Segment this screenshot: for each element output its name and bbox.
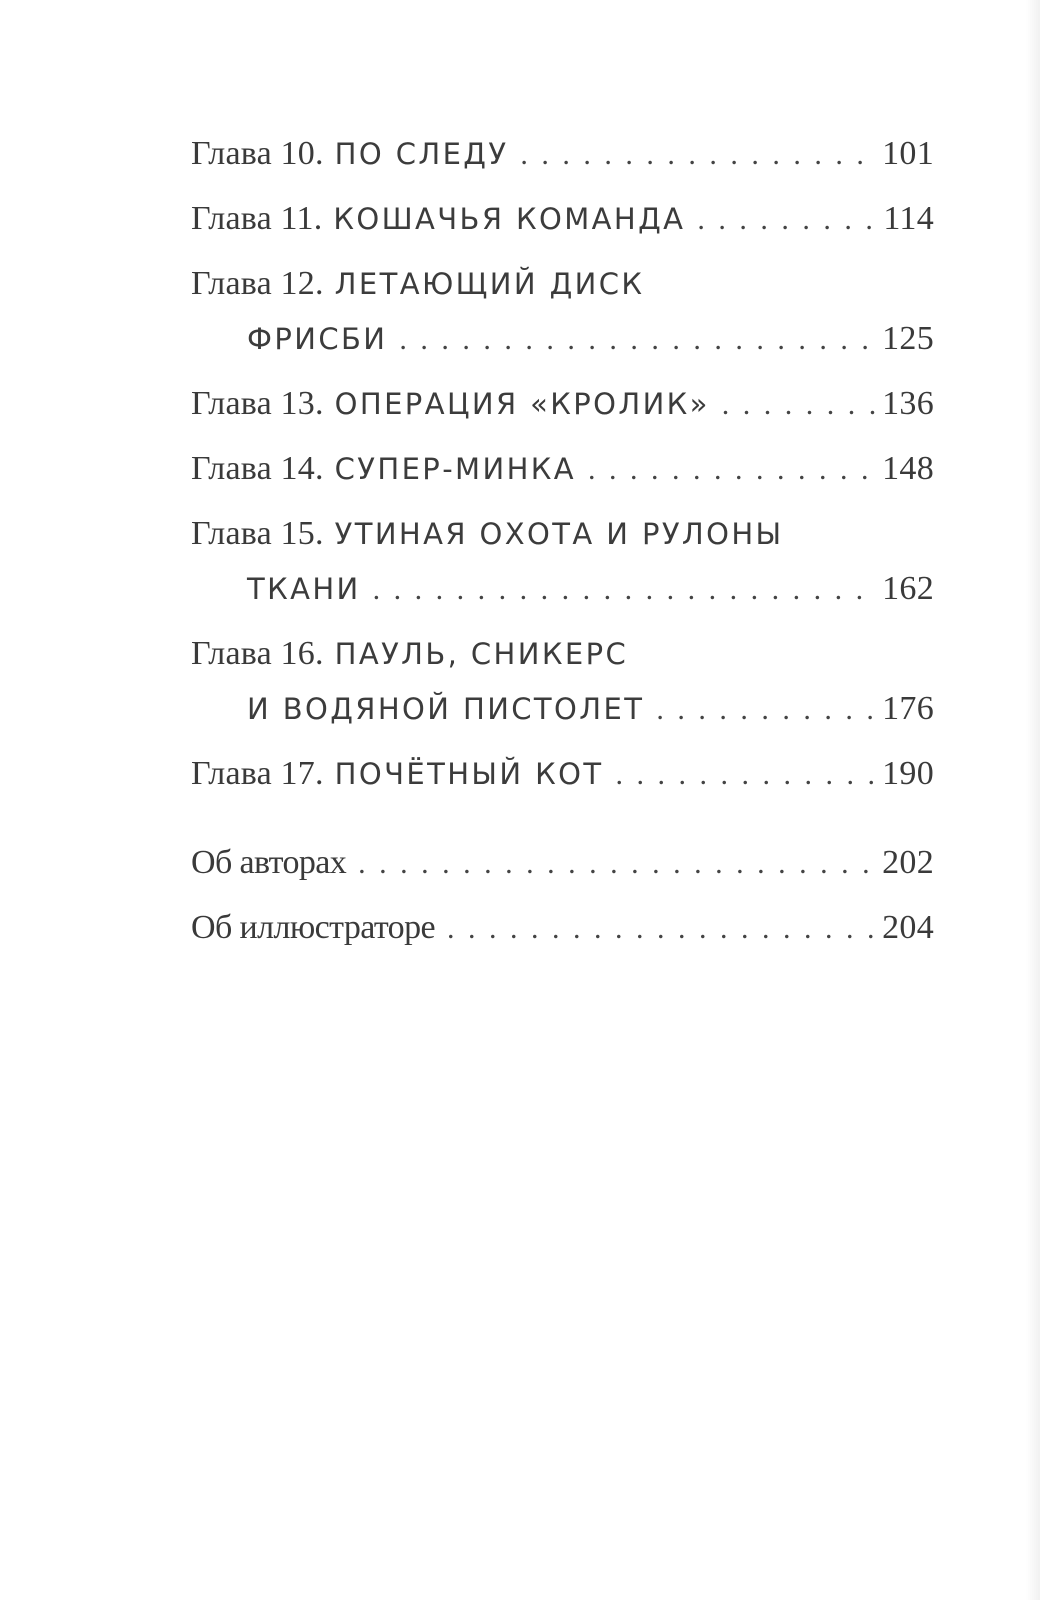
toc-entry-line bbox=[191, 506, 934, 561]
chapter-title: УТИНАЯ ОХОТА И РУЛОНЫ bbox=[334, 517, 784, 551]
toc-entry-line bbox=[191, 256, 934, 311]
section-title: Об иллюстраторе bbox=[191, 909, 435, 946]
page-number: 125 bbox=[882, 320, 934, 357]
dot-leader bbox=[588, 442, 878, 497]
page-number: 176 bbox=[882, 690, 934, 727]
chapter-number: Глава 14. bbox=[191, 450, 324, 487]
page-number: 190 bbox=[882, 755, 934, 792]
chapter-title: ПОЧЁТНЫЙ КОТ bbox=[334, 757, 604, 791]
chapter-title-continued: ФРИСБИ bbox=[247, 322, 388, 356]
chapter-number: Глава 12. bbox=[191, 265, 324, 302]
page-number: 136 bbox=[882, 385, 934, 422]
page-number: 204 bbox=[882, 909, 934, 946]
toc-entry-about-authors[interactable] bbox=[191, 835, 934, 890]
toc-entry-line bbox=[191, 626, 934, 681]
chapter-title-continued: ТКАНИ bbox=[247, 572, 361, 606]
toc-entry-line bbox=[191, 441, 934, 496]
toc-entry-continuation bbox=[191, 681, 934, 736]
dot-leader bbox=[358, 836, 878, 891]
chapter-number: Глава 10. bbox=[191, 135, 324, 172]
toc-entry-continuation bbox=[191, 561, 934, 616]
toc-entry-about-illustrator[interactable] bbox=[191, 900, 934, 955]
page-number: 148 bbox=[882, 450, 934, 487]
chapter-number: Глава 16. bbox=[191, 635, 324, 672]
toc-entry-line bbox=[191, 746, 934, 801]
chapter-title: КОШАЧЬЯ КОМАНДА bbox=[333, 202, 686, 236]
chapter-number: Глава 15. bbox=[191, 515, 324, 552]
toc-entry-line bbox=[191, 376, 934, 431]
chapter-title-continued: И ВОДЯНОЙ ПИСТОЛЕТ bbox=[247, 692, 645, 726]
toc-entry-chapter-11[interactable] bbox=[191, 191, 934, 246]
page-number: 202 bbox=[882, 844, 934, 881]
chapter-title: ПАУЛЬ, СНИКЕРС bbox=[334, 637, 629, 671]
chapter-number: Глава 17. bbox=[191, 755, 324, 792]
chapter-title: ПО СЛЕДУ bbox=[334, 137, 509, 171]
dot-leader bbox=[447, 901, 878, 956]
dot-leader bbox=[697, 192, 878, 247]
chapter-number: Глава 13. bbox=[191, 385, 324, 422]
dot-leader bbox=[615, 747, 878, 802]
toc-entry-chapter-16[interactable] bbox=[191, 626, 934, 736]
toc-entry-chapter-14[interactable] bbox=[191, 441, 934, 496]
dot-leader bbox=[656, 682, 878, 737]
section-title: Об авторах bbox=[191, 844, 347, 881]
dot-leader bbox=[399, 312, 878, 367]
chapter-title: ЛЕТАЮЩИЙ ДИСК bbox=[334, 267, 645, 301]
dot-leader bbox=[722, 377, 878, 432]
chapter-title: СУПЕР-МИНКА bbox=[334, 452, 577, 486]
toc-entry-chapter-13[interactable] bbox=[191, 376, 934, 431]
page-edge-shadow bbox=[1026, 0, 1040, 1600]
page-number: 114 bbox=[883, 200, 934, 237]
toc-entry-continuation bbox=[191, 311, 934, 366]
toc-entry-line bbox=[191, 191, 934, 246]
toc-entry-line bbox=[191, 835, 934, 890]
dot-leader bbox=[373, 562, 878, 617]
dot-leader bbox=[520, 127, 878, 182]
toc-entry-chapter-17[interactable] bbox=[191, 746, 934, 801]
page-number: 162 bbox=[882, 570, 934, 607]
toc-entry-chapter-10[interactable] bbox=[191, 126, 934, 181]
toc-entry-line bbox=[191, 126, 934, 181]
page-number: 101 bbox=[882, 135, 934, 172]
table-of-contents bbox=[191, 126, 934, 955]
chapter-number: Глава 11. bbox=[191, 200, 323, 237]
toc-entry-line bbox=[191, 900, 934, 955]
toc-entry-chapter-12[interactable] bbox=[191, 256, 934, 366]
toc-entry-chapter-15[interactable] bbox=[191, 506, 934, 616]
chapter-title: ОПЕРАЦИЯ «КРОЛИК» bbox=[334, 387, 710, 421]
